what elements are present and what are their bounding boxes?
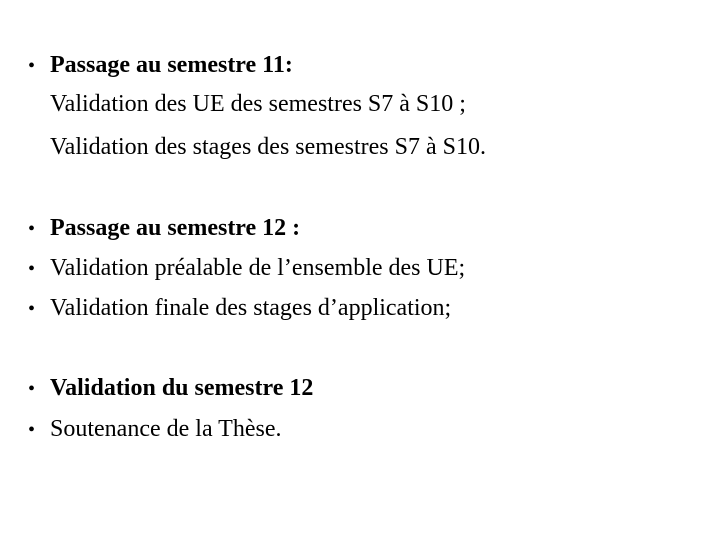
section-1-line-1: Validation des UE des semestres S7 à S10 ; [50, 91, 466, 117]
section-1-heading-line [28, 50, 293, 81]
section-2-item-2 [28, 293, 451, 324]
section-2-heading-line [28, 213, 300, 244]
bullet-icon: • [28, 55, 36, 77]
section-2-item-1 [28, 253, 465, 284]
bullet-icon: • [28, 258, 36, 280]
bullet-icon: • [28, 218, 36, 240]
section-1-heading: Passage au semestre 11: [50, 52, 293, 78]
bullet-icon: • [28, 378, 36, 400]
section-2-heading: Passage au semestre 12 : [50, 215, 301, 241]
section-3-heading-line [28, 373, 313, 404]
section-3-heading: Validation du semestre 12 [50, 375, 314, 401]
section-3-item-1-text: Soutenance de la Thèse. [50, 416, 282, 442]
section-2-item-1-text: Validation préalable de l’ensemble des UE; [50, 255, 466, 281]
section-2-item-2-text: Validation finale des stages d’application; [50, 295, 452, 321]
bullet-icon: • [28, 419, 36, 441]
section-3-item-1 [28, 414, 281, 445]
bullet-icon: • [28, 298, 36, 320]
section-1-line-2: Validation des stages des semestres S7 à S10. [50, 134, 486, 160]
